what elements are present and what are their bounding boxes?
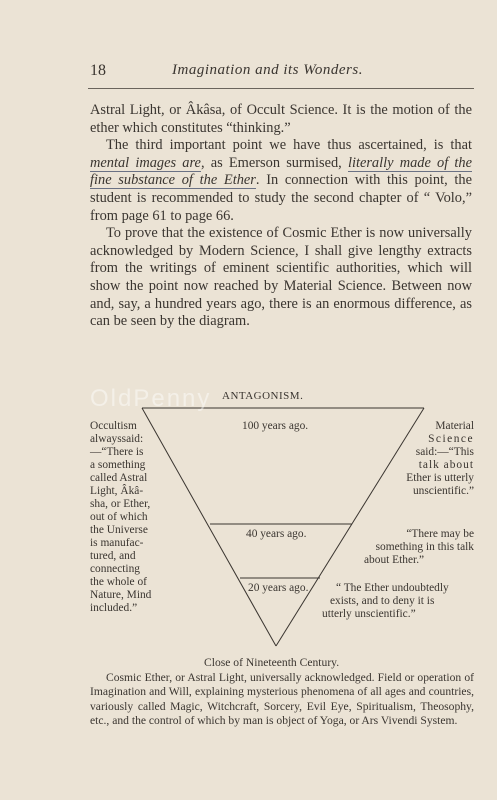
quote-40-line: “There may be <box>406 528 474 540</box>
watermark: OldPenny <box>90 385 212 412</box>
quote-40-line: something in this talk <box>375 541 474 553</box>
material-science-line: said:—“This <box>415 446 474 458</box>
occultism-line: the Universe <box>90 524 148 536</box>
page-number: 18 <box>90 62 106 79</box>
quote-40-line: about Ether.” <box>364 554 425 566</box>
level-20-label: 20 years ago. <box>248 582 309 594</box>
paragraph-2 <box>90 137 472 225</box>
diagram-caption <box>90 671 474 729</box>
p2-underlined-1: mental images are <box>90 154 201 171</box>
occultism-line: a something <box>90 459 146 471</box>
p2-text-b: , as Emerson surmised, <box>200 154 348 171</box>
material-science-line: unscientific.” <box>412 485 474 497</box>
occultism-line: the whole of <box>90 576 147 588</box>
occultism-line: sha, or Ether, <box>90 498 151 510</box>
material-science-line: Ether is utterly <box>406 472 474 484</box>
p2-text-c: . In connection with this point, the student is recommended to study the second chapter of “ Volo,” from page 61 to page 66. <box>90 172 472 224</box>
material-science-line: Material <box>435 420 474 432</box>
occultism-text <box>90 420 170 615</box>
p2-underlined-2: literally made of the fine substance of the Ether <box>90 154 472 189</box>
quote-20-line: utterly unscientific.” <box>322 608 416 620</box>
occultism-line: connecting <box>90 563 140 575</box>
occultism-line: included.” <box>90 602 138 614</box>
running-title: Imagination and its Wonders. <box>172 62 363 78</box>
level-40-label: 40 years ago. <box>246 528 307 540</box>
occultism-line: Nature, Mind <box>90 589 152 601</box>
quote-40-years <box>360 528 474 567</box>
caption-text: Cosmic Ether, or Astral Light, universally acknowledged. Field or operation of Imagination and Will, explaining mysterious phenomena of all ages and countries, variously called Magic, Witchcraft, Sorcery, Evil Eye, Spiritualism, Theosophy, etc., and the control of which by man is object of Yoga, or Ars Vivendi System. <box>90 671 474 728</box>
paragraph-1: Astral Light, or Âkâsa, of Occult Science. It is the motion of the ether which constitutes “thinking.” <box>90 102 472 136</box>
antagonism-label: ANTAGONISM. <box>222 390 304 402</box>
paragraph-3: To prove that the existence of Cosmic Ether is now universally acknowledged by Modern Science, I shall give lengthy extracts from the writings of eminent scientific authorities, which will show the point now reached by Material Science. Between now and, say, a hundred years ago, there is an enormous difference, as can be seen by the diagram. <box>90 225 472 330</box>
body-text <box>90 102 472 331</box>
occultism-line: alwayssaid: <box>90 433 144 445</box>
occultism-line: is manufac- <box>90 537 144 549</box>
occultism-line: Light, Âkâ- <box>90 485 144 497</box>
occultism-line: tured, and <box>90 550 136 562</box>
p2-text-a: The third important point we have thus ascertained, is that <box>106 137 472 154</box>
occultism-line: called Astral <box>90 472 148 484</box>
material-science-text <box>386 420 474 498</box>
level-100-label: 100 years ago. <box>242 420 309 432</box>
material-science-line: Science <box>428 433 474 445</box>
occultism-line: Occultism <box>90 420 137 432</box>
close-of-century-label: Close of Nineteenth Century. <box>204 656 340 669</box>
header-rule <box>88 88 474 89</box>
quote-20-years <box>322 582 474 621</box>
quote-20-line: “ The Ether undoubtedly <box>336 582 449 594</box>
running-header <box>90 62 472 84</box>
occultism-line: —“There is <box>90 446 144 458</box>
quote-20-line: exists, and to deny it is <box>330 595 435 607</box>
occultism-line: out of which <box>90 511 148 523</box>
material-science-line: talk about <box>418 459 474 471</box>
ether-diagram <box>90 384 474 674</box>
